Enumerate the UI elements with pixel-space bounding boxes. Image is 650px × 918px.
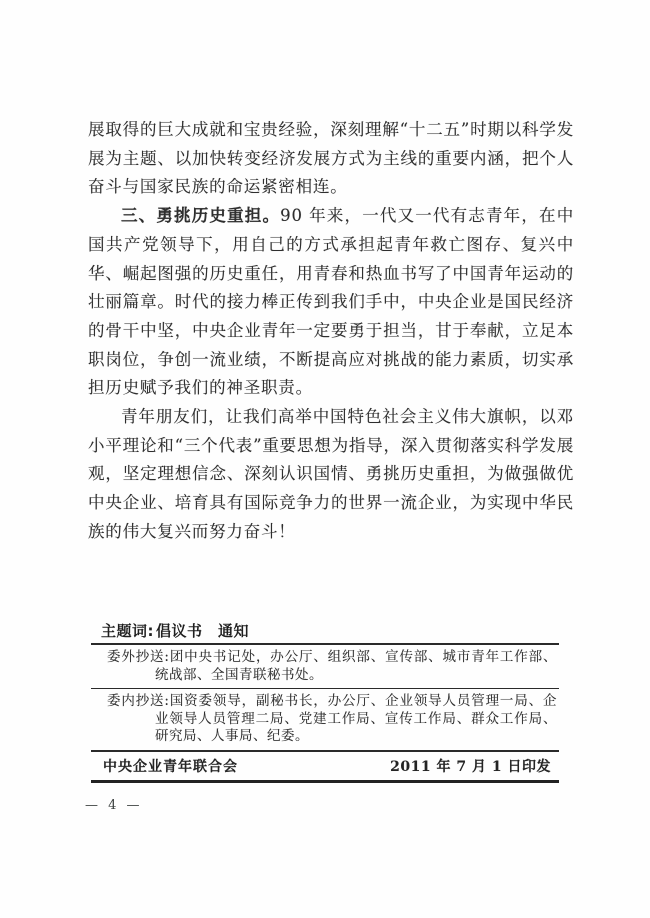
distribution-external-label: 委外抄送:	[107, 649, 170, 665]
print-date: 2011 年 7 月 1 日印发	[390, 758, 551, 775]
document-tail	[91, 620, 559, 783]
distribution-internal-label: 委内抄送:	[107, 693, 170, 709]
paragraph-text: 青年朋友们，让我们高举中国特色社会主义伟大旗帜，以邓小平理论和“三个代表”重要思想为指导，深入贯彻落实科学发展观，坚定理想信念、深刻认识国情、勇挑历史重担，为做强做优中央企业、培育具有国际竞争力的世界一流企业，为实现中华民族的伟大复兴而努力奋斗！	[88, 407, 574, 541]
page-number: — 4 —	[85, 798, 143, 813]
subject-label: 主题词:	[101, 622, 154, 640]
paragraph-continuation	[88, 116, 574, 202]
issuing-organization: 中央企业青年联合会	[103, 758, 238, 775]
distribution-internal	[91, 689, 559, 752]
subject-terms: 倡议书 通知	[156, 622, 250, 640]
section-heading-runin: 三、勇挑历史重担。	[121, 206, 281, 226]
subject-line	[91, 620, 559, 645]
issue-line	[91, 752, 559, 783]
paragraph-section-three	[88, 202, 574, 403]
paragraph-text: 90 年来，一代又一代有志青年，在中国共产党领导下，用自己的方式承担起青年救亡图存、复兴中华、崛起图强的历史重任，用青春和热血书写了中国青年运动的壮丽篇章。时代的接力棒正传到我们手中，中央企业是国民经济的骨干中坚，中央企业青年一定要勇于担当，甘于奉献，立足本职岗位，争创一流业绩，不断提高应对挑战的能力素质，切实承担历史赋予我们的神圣职责。	[88, 206, 575, 398]
paragraph-text: 展取得的巨大成就和宝贵经验，深刻理解“十二五”时期以科学发展为主题、以加快转变经济发展方式为主线的重要内涵，把个人奋斗与国家民族的命运紧密相连。	[88, 120, 574, 197]
distribution-internal-list: 国资委领导，副秘书长，办公厅、企业领导人员管理一局、企业领导人员管理二局、党建工作局、宣传工作局、群众工作局、研究局、人事局、纪委。	[155, 693, 557, 744]
paragraph-closing	[88, 403, 574, 547]
distribution-external-list: 团中央书记处，办公厅、组织部、宣传部、城市青年工作部、统战部、全国青联秘书处。	[155, 649, 557, 683]
body-text	[88, 116, 574, 547]
distribution-external	[91, 645, 559, 689]
